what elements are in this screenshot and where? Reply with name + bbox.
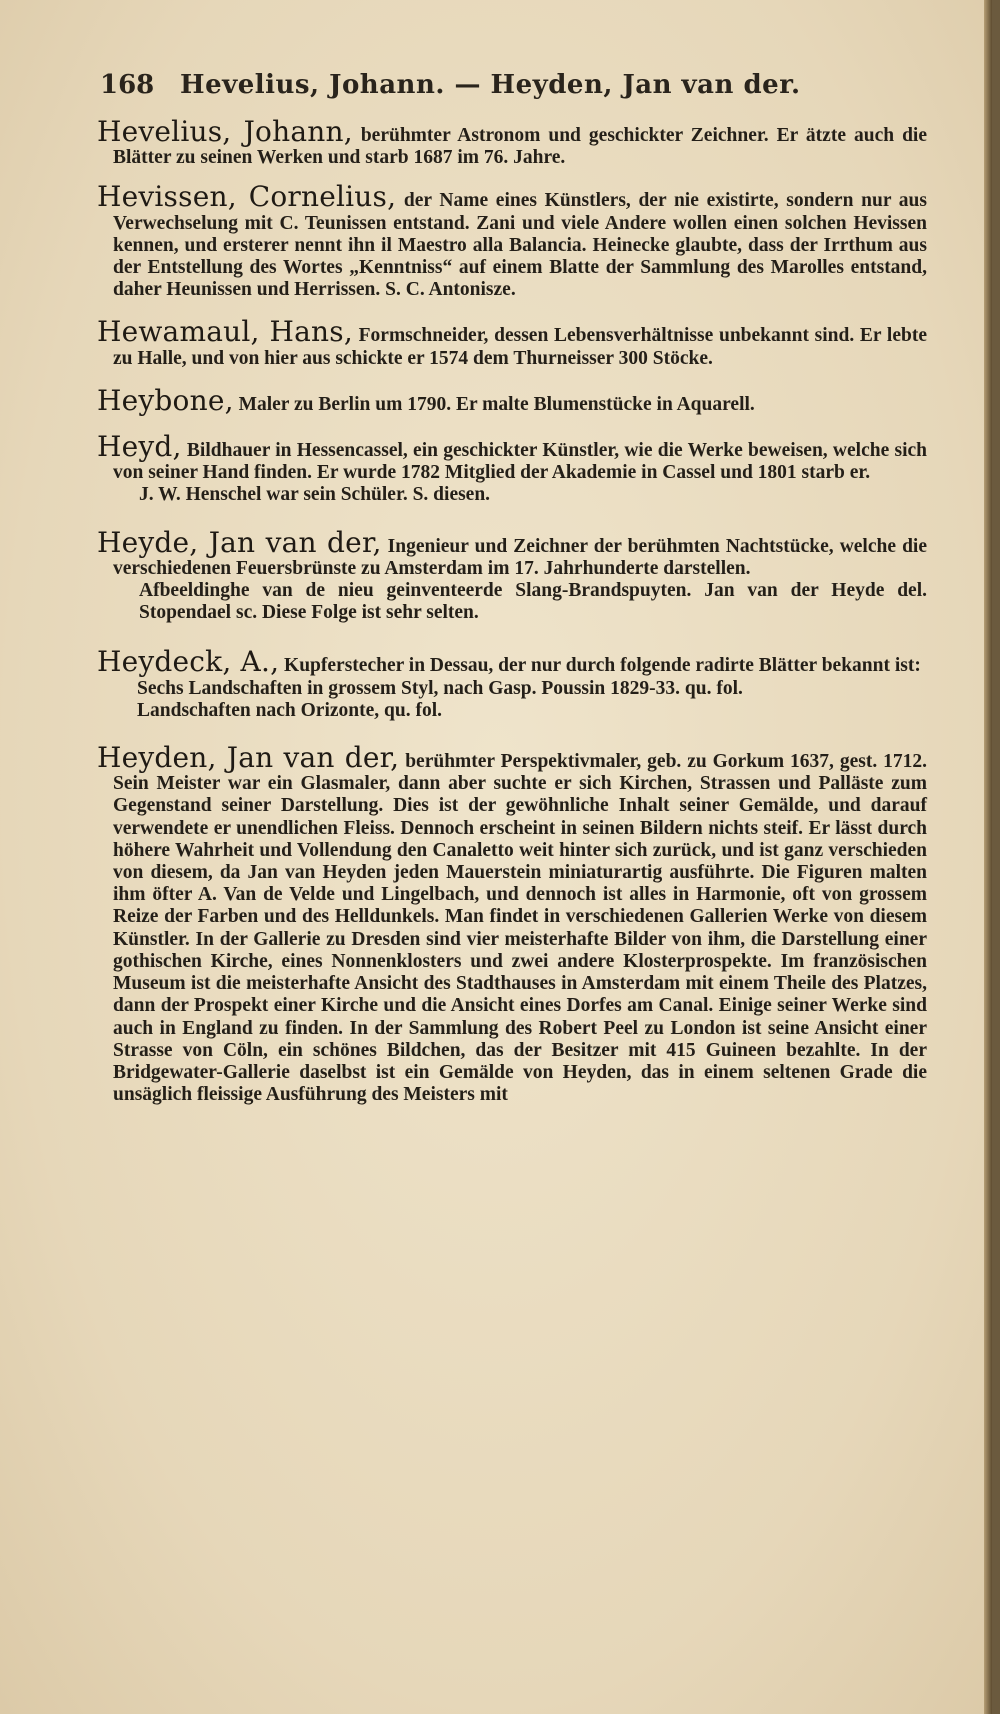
running-title: Hevelius, Johann. — Heyden, Jan van der. [180, 70, 801, 100]
entry-heading: Heybone, [97, 383, 234, 417]
entry-heading: Hewamaul, Hans, [97, 315, 353, 349]
entry-text: Formschneider, dessen Lebensverhältnisse unbekannt sind. Er lebte zu Halle, und von hier aus schickte er 1574 dem Thurneisser 300 Stöcke. [113, 325, 927, 369]
entry-hewamaul [97, 315, 927, 369]
entry-text: berühmter Astronom und geschickter Zeichner. Er ätzte auch die Blätter zu seinen Werken und starb 1687 im 76. Jahre. [113, 125, 928, 169]
entry-heybone [97, 383, 927, 417]
entry-heading: Heyde, Jan van der, [97, 525, 382, 559]
entry-subparagraph: Afbeeldinghe van de nieu geinventeerde Slang-Brandspuyten. Jan van der Heyde del. Stopendael sc. Diese Folge ist sehr selten. [139, 580, 927, 624]
entry-hevissen [97, 180, 927, 301]
entry-text: Ingenieur und Zeichner der berühmten Nachtstücke, welche die verschiedenen Feuersbrünste zu Amsterdam im 17. Jahrhunderte darstellen. [113, 535, 928, 579]
entry-heading: Hevelius, Johann, [97, 115, 353, 148]
entry-text: der Name eines Künstlers, der nie existirte, sondern nur aus Verwechselung mit C. Teunissen entstand. Zani und viele Andere wollen einen solchen Hevissen kennen, und ersterer nennt ihn il Maestro alla Balancia. Heinecke glaubte, dass der Irrthum aus der Entstellung des Wortes „Kenntniss“ auf einem Blatte der Sammlung des Marolles entstand, daher Heunissen und Herrissen. S. C. Antonisze. [113, 190, 927, 301]
entry-heydeck [97, 645, 927, 722]
page-number: 168 [100, 70, 155, 100]
entry-heading: Heyden, Jan van der, [97, 741, 400, 775]
entry-subparagraph: J. W. Henschel war sein Schüler. S. diesen. [139, 484, 491, 506]
entry-heading: Heyd, [97, 430, 182, 464]
dictionary-entries [97, 115, 928, 1123]
entry-text: berühmter Perspektivmaler, geb. zu Gorkum 1637, gest. 1712. Sein Meister war ein Glasmaler, dann aber suchte er sich Kirchen, Strassen und Palläste zum Gegenstand seiner Darstellung. Dies ist der gewöhnliche Inhalt seiner Gemälde, und darauf verwendete er unendlichen Fleiss. Dennoch erscheint in seinen Bildern nichts steif. Er lässt durch höhere Wahrheit und Vollendung den Canaletto weit hinter sich zurück, und ist ganz verschieden von diesem, da Jan van Heyden jeden Mauerstein miniaturartig ausführte. Die Figuren malten ihm öfter A. Van de Velde und Lingelbach, und dennoch ist alles in Harmonie, oft von grossem Reize der Farben und des Helldunkels. Man findet in verschiedenen Gallerien Werke von diesem Künstler. In der Gallerie zu Dresden sind vier meisterhafte Bilder von ihm, die Darstellung einer gothischen Kirche, eines Nonnenklosters und zwei andere Klosterprospekte. Im französischen Museum ist die meisterhafte Ansicht des Stadthauses in Amsterdam mit einem Theile des Platzes, dann der Prospekt einer Kirche und die Ansicht eines Dorfes am Canal. Einige seiner Werke sind auch in England zu finden. In der Sammlung des Robert Peel zu London ist seine Ansicht einer Strasse von Cöln, ein schönes Bildchen, das der Besitzer mit 415 Guineen bezahlte. In der Bridgewater-Gallerie daselbst ist ein Gemälde von Heyden, das in einem seltenen Grade die unsäglich fleissige Ausführung des Meisters mit [113, 751, 927, 1106]
running-header [100, 70, 920, 100]
entry-heyde [97, 525, 928, 625]
entry-text: Kupferstecher in Dessau, der nur durch folgende radirte Blätter bekannt ist: [284, 655, 921, 677]
page-edge [984, 0, 992, 1714]
entry-heyd [97, 430, 927, 507]
entry-hevelius [97, 115, 928, 169]
entry-work-item: Sechs Landschaften in grossem Styl, nach Gasp. Poussin 1829-33. qu. fol. [137, 677, 743, 699]
entry-text: Maler zu Berlin um 1790. Er malte Blumenstücke in Aquarell. [238, 393, 755, 415]
entry-heading: Hevissen, Cornelius, [97, 180, 397, 214]
entry-heyden [97, 741, 927, 1106]
entry-work-item: Landschaften nach Orizonte, qu. fol. [137, 699, 442, 721]
entry-text: Bildhauer in Hessencassel, ein geschickter Künstler, wie die Werke beweisen, welche sich von seiner Hand finden. Er wurde 1782 Mitglied der Akademie in Cassel und 1801 starb er. [113, 440, 927, 484]
entry-heading: Heydeck, A., [97, 645, 280, 679]
